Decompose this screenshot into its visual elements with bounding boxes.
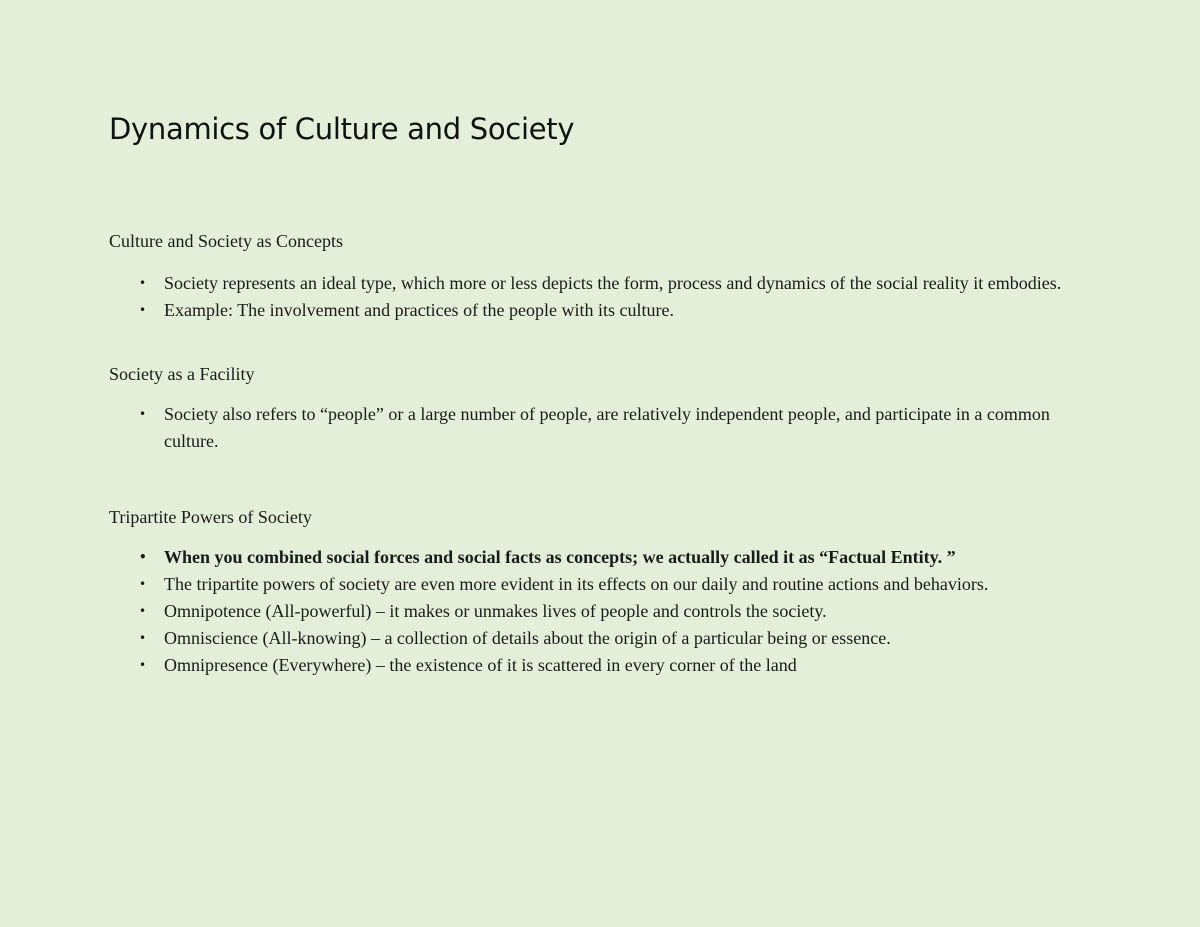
list-item [109, 571, 1064, 598]
list-item-text: Omniscience (All-knowing) – a collection of details about the origin of a particular being or essence. [164, 628, 891, 648]
document-title: Dynamics of Culture and Society [109, 112, 575, 146]
list-item [109, 652, 1064, 679]
section-heading-society-as-facility: Society as a Facility [109, 364, 255, 384]
list-item [109, 625, 1064, 652]
bullet-icon: • [139, 550, 147, 564]
list-item-text: Omnipotence (All-powerful) – it makes or unmakes lives of people and controls the society. [164, 601, 827, 621]
section-heading-tripartite-powers: Tripartite Powers of Society [109, 507, 312, 527]
bullet-list-facility [109, 401, 1064, 455]
list-item [109, 544, 1064, 571]
bullet-list-tripartite [109, 544, 1064, 679]
bullet-icon: • [139, 604, 147, 618]
list-item [109, 598, 1064, 625]
bullet-list-concepts [109, 270, 1064, 324]
list-item-text: Society also refers to “people” or a large number of people, are relatively independent people, and participate in a common culture. [164, 404, 1050, 451]
list-item-text: Example: The involvement and practices of the people with its culture. [164, 300, 675, 320]
bullet-icon: • [139, 577, 147, 591]
section-heading-culture-and-society: Culture and Society as Concepts [109, 231, 343, 251]
list-item-text: Society represents an ideal type, which more or less depicts the form, process and dynamics of the social reality it embodies. [164, 273, 1062, 293]
list-item-text: When you combined social forces and social facts as concepts; we actually called it as “Factual Entity. ” [164, 547, 956, 567]
list-item-text: The tripartite powers of society are even more evident in its effects on our daily and routine actions and behaviors. [164, 574, 989, 594]
bullet-icon: • [139, 303, 147, 317]
bullet-icon: • [139, 407, 147, 421]
list-item [109, 401, 1064, 455]
bullet-icon: • [139, 658, 147, 672]
list-item [109, 297, 1064, 324]
list-item-text: Omnipresence (Everywhere) – the existence of it is scattered in every corner of the land [164, 655, 797, 675]
list-item [109, 270, 1064, 297]
bullet-icon: • [139, 276, 147, 290]
bullet-icon: • [139, 631, 147, 645]
